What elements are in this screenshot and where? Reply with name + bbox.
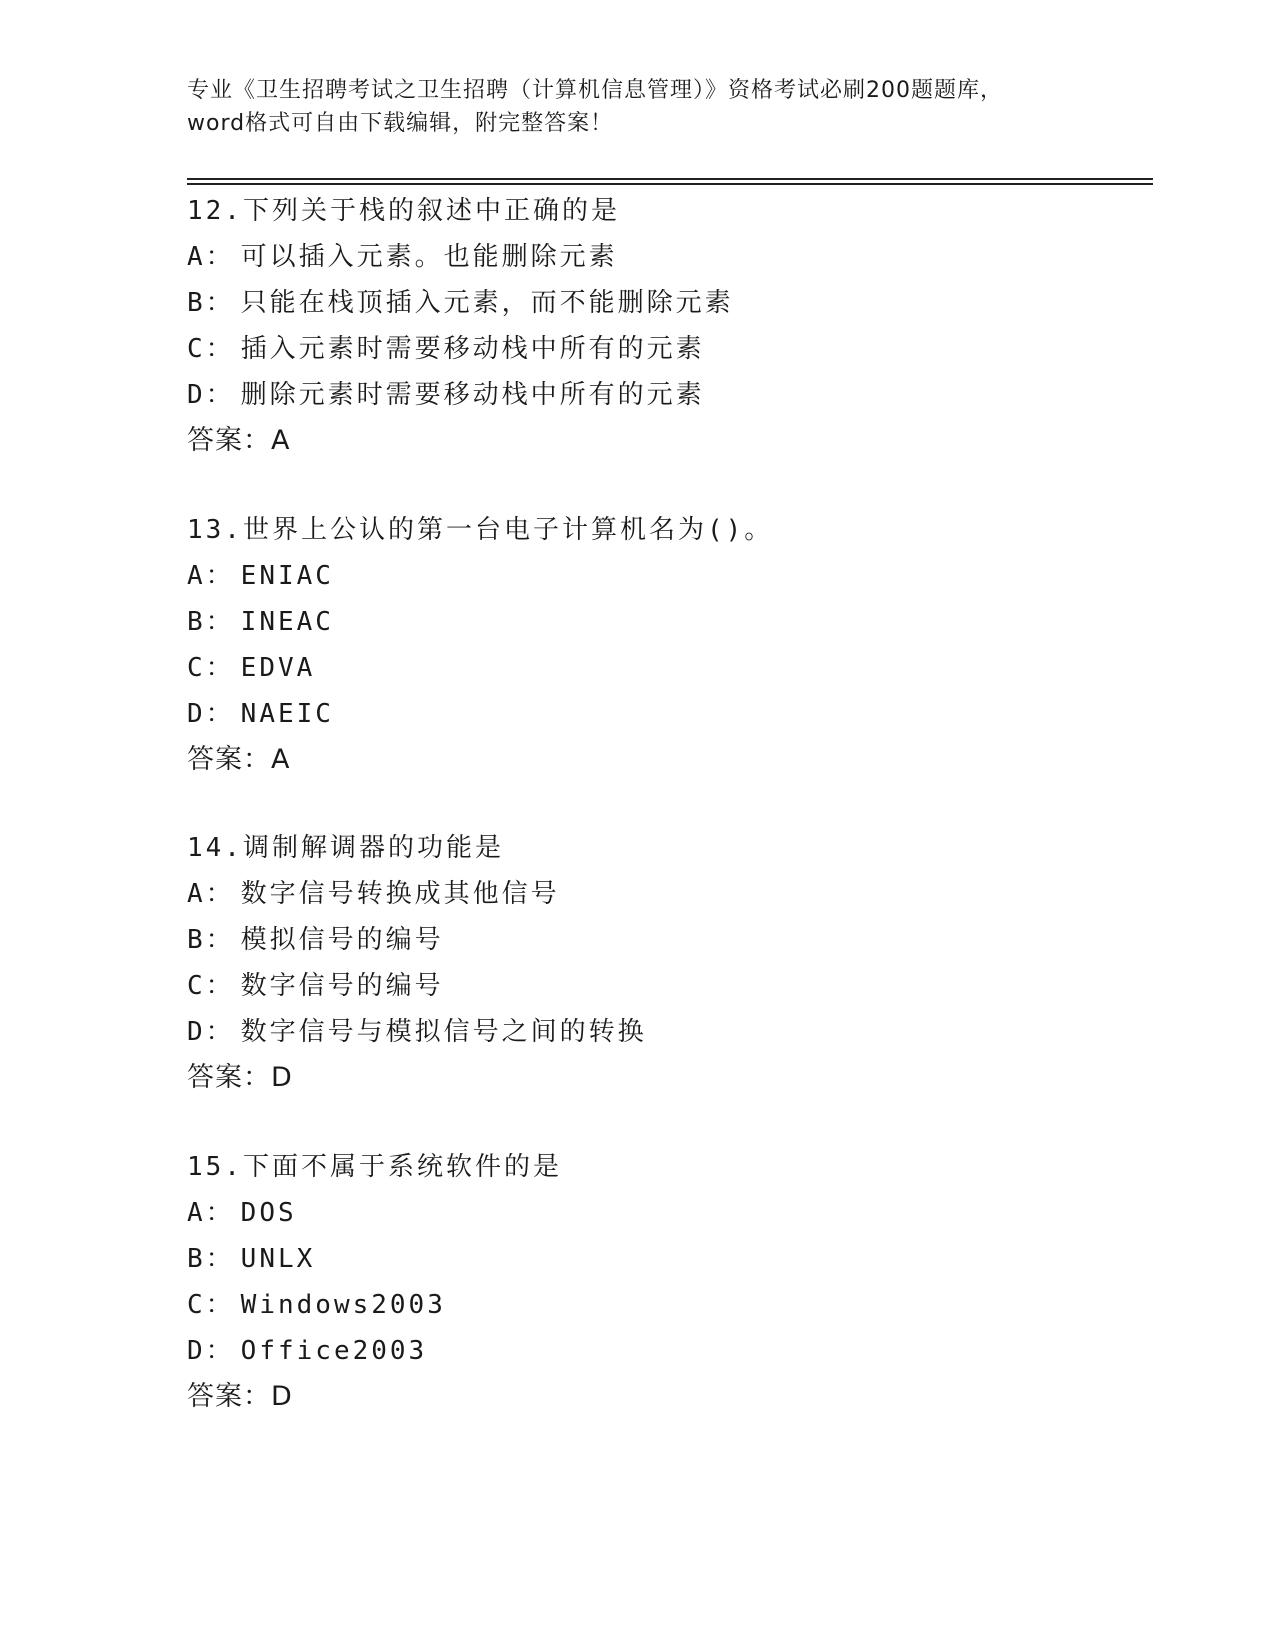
option-letter: A (187, 242, 206, 272)
option-separator: ： (205, 1198, 235, 1228)
option-separator: ： (205, 879, 235, 909)
option-text: EDVA (240, 653, 316, 683)
option-c (187, 1282, 1087, 1328)
option-letter: C (187, 971, 206, 1001)
option-a (187, 234, 1087, 280)
option-letter: D (187, 1336, 206, 1366)
header-divider-bottom (187, 183, 1153, 185)
answer-label: 答案： (187, 1381, 271, 1412)
answer-value: D (271, 1381, 293, 1412)
option-text: 可以插入元素。也能删除元素 (240, 242, 618, 272)
option-letter: A (187, 1198, 206, 1228)
option-letter: D (187, 380, 206, 410)
option-letter: B (187, 1244, 206, 1274)
question-15 (187, 1144, 1087, 1420)
option-a (187, 871, 1087, 917)
option-b (187, 917, 1087, 963)
option-d (187, 1328, 1087, 1374)
option-separator: ： (205, 288, 235, 318)
option-letter: B (187, 288, 206, 318)
header-divider-top (187, 178, 1153, 180)
question-number: 14. (187, 833, 243, 863)
option-text: 删除元素时需要移动栈中所有的元素 (240, 380, 705, 410)
option-c (187, 963, 1087, 1009)
option-d (187, 691, 1087, 737)
question-text: 调制解调器的功能是 (242, 833, 504, 863)
option-separator: ： (205, 1244, 235, 1274)
question-text: 世界上公认的第一台电子计算机名为()。 (242, 515, 774, 545)
answer-value: A (271, 744, 291, 775)
question-13 (187, 507, 1087, 783)
question-stem (187, 825, 1087, 871)
option-separator: ： (205, 699, 235, 729)
option-separator: ： (205, 1017, 235, 1047)
option-a (187, 1190, 1087, 1236)
answer-line (187, 1055, 1087, 1101)
option-separator: ： (205, 242, 235, 272)
option-text: INEAC (240, 607, 334, 637)
option-separator: ： (205, 607, 235, 637)
answer-label: 答案： (187, 1062, 271, 1093)
question-number: 13. (187, 515, 243, 545)
question-stem (187, 188, 1087, 234)
option-text: 模拟信号的编号 (240, 925, 444, 955)
answer-line (187, 418, 1087, 464)
option-letter: B (187, 607, 206, 637)
option-d (187, 1009, 1087, 1055)
option-c (187, 645, 1087, 691)
header-line-2: word格式可自由下载编辑，附完整答案！ (187, 111, 614, 136)
option-separator: ： (205, 925, 235, 955)
question-text: 下列关于栈的叙述中正确的是 (242, 196, 620, 226)
answer-line (187, 1374, 1087, 1420)
option-separator: ： (205, 1290, 235, 1320)
option-separator: ： (205, 971, 235, 1001)
option-a (187, 553, 1087, 599)
option-separator: ： (205, 561, 235, 591)
option-text: Windows2003 (240, 1290, 446, 1320)
document-header (187, 74, 1087, 140)
question-number: 12. (187, 196, 243, 226)
header-line-1: 专业《卫生招聘考试之卫生招聘（计算机信息管理）》资格考试必刷200题题库， (187, 78, 1003, 103)
option-letter: B (187, 925, 206, 955)
option-letter: C (187, 1290, 206, 1320)
question-stem (187, 507, 1087, 553)
option-text: NAEIC (240, 699, 334, 729)
answer-line (187, 737, 1087, 783)
option-letter: D (187, 699, 206, 729)
option-letter: A (187, 561, 206, 591)
option-b (187, 599, 1087, 645)
option-text: 数字信号与模拟信号之间的转换 (240, 1017, 647, 1047)
option-letter: D (187, 1017, 206, 1047)
option-separator: ： (205, 653, 235, 683)
option-text: 插入元素时需要移动栈中所有的元素 (240, 334, 705, 364)
answer-value: A (271, 425, 291, 456)
answer-label: 答案： (187, 744, 271, 775)
option-letter: C (187, 334, 206, 364)
option-text: Office2003 (240, 1336, 428, 1366)
question-number: 15. (187, 1152, 243, 1182)
option-text: 数字信号的编号 (240, 971, 444, 1001)
option-text: 只能在栈顶插入元素，而不能删除元素 (240, 288, 734, 318)
option-separator: ： (205, 1336, 235, 1366)
option-separator: ： (205, 380, 235, 410)
option-c (187, 326, 1087, 372)
option-letter: A (187, 879, 206, 909)
option-text: DOS (240, 1198, 297, 1228)
question-text: 下面不属于系统软件的是 (242, 1152, 562, 1182)
option-text: UNLX (240, 1244, 316, 1274)
question-14 (187, 825, 1087, 1101)
option-b (187, 280, 1087, 326)
question-stem (187, 1144, 1087, 1190)
option-letter: C (187, 653, 206, 683)
question-12 (187, 188, 1087, 464)
option-b (187, 1236, 1087, 1282)
answer-label: 答案： (187, 425, 271, 456)
option-separator: ： (205, 334, 235, 364)
option-d (187, 372, 1087, 418)
option-text: 数字信号转换成其他信号 (240, 879, 560, 909)
answer-value: D (271, 1062, 293, 1093)
option-text: ENIAC (240, 561, 334, 591)
